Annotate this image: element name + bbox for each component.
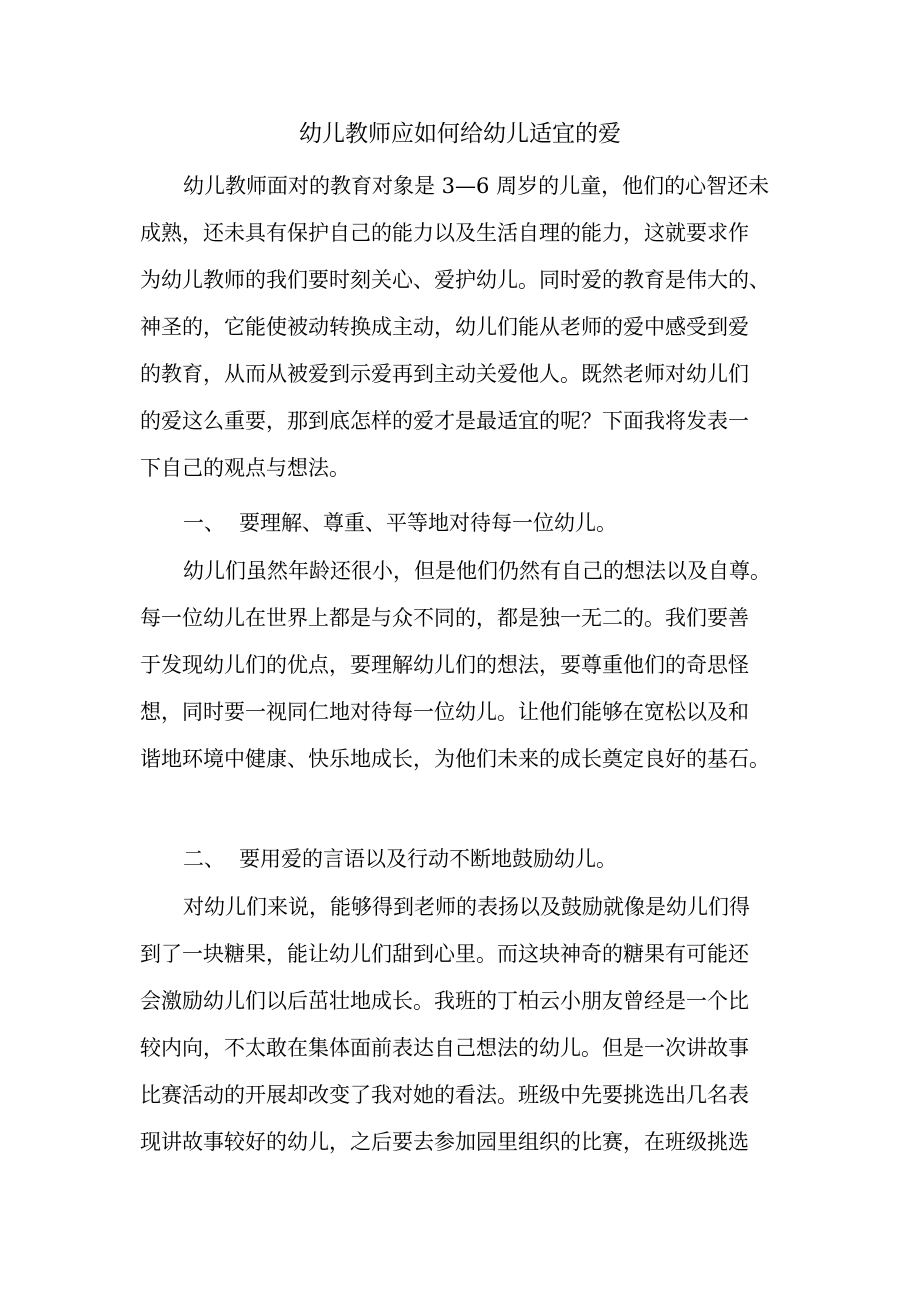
intro-line-7: 下自己的观点与想法。	[140, 456, 350, 480]
section-2-line-2: 到了一块糖果，能让幼儿们甜到心里。而这块神奇的糖果有可能还	[140, 942, 749, 966]
section-1-line-2: 每一位幼儿在世界上都是与众不同的，都是独一无二的。我们要善	[140, 606, 749, 630]
section-2-line-3: 会激励幼儿们以后茁壮地成长。我班的丁柏云小朋友曾经是一个比	[140, 989, 749, 1013]
section-2-line-6: 现讲故事较好的幼儿，之后要去参加园里组织的比赛，在班级挑选	[140, 1130, 749, 1154]
section-2-heading-text: 要用爱的言语以及行动不断地鼓励幼儿。	[239, 847, 617, 871]
section-2-line-1: 对幼儿们来说，能够得到老师的表扬以及鼓励就像是幼儿们得	[183, 895, 750, 919]
intro-line-2: 成熟，还未具有保护自己的能力以及生活自理的能力，这就要求作	[140, 221, 749, 245]
section-1-heading	[183, 507, 617, 539]
intro-line-3: 为幼儿教师的我们要时刻关心、爱护幼儿。同时爱的教育是伟大的、	[140, 268, 770, 292]
section-2-number: 二、	[183, 847, 225, 871]
section-1-number: 一、	[183, 511, 225, 535]
section-1-line-5: 谐地环境中健康、快乐地成长，为他们未来的成长奠定良好的基石。	[140, 747, 770, 771]
section-1-line-1: 幼儿们虽然年龄还很小，但是他们仍然有自己的想法以及自尊。	[183, 559, 771, 583]
section-2-line-5: 比赛活动的开展却改变了我对她的看法。班级中先要挑选出几名表	[140, 1083, 749, 1107]
intro-line-6: 的爱这么重要，那到底怎样的爱才是最适宜的呢？下面我将发表一	[140, 409, 749, 433]
section-2-line-4: 较内向，不太敢在集体面前表达自己想法的幼儿。但是一次讲故事	[140, 1036, 749, 1060]
section-1-line-3: 于发现幼儿们的优点，要理解幼儿们的想法，要尊重他们的奇思怪	[140, 653, 749, 677]
intro-line-5: 的教育，从而从被爱到示爱再到主动关爱他人。既然老师对幼儿们	[140, 362, 749, 386]
intro-line-1: 幼儿教师面对的教育对象是 3—6 周岁的儿童，他们的心智还未	[183, 174, 770, 198]
section-1-line-4: 想，同时要一视同仁地对待每一位幼儿。让他们能够在宽松以及和	[140, 700, 749, 724]
section-2-heading	[183, 843, 617, 875]
intro-line-4: 神圣的，它能使被动转换成主动，幼儿们能从老师的爱中感受到爱	[140, 315, 749, 339]
document-title: 幼儿教师应如何给幼儿适宜的爱	[299, 121, 621, 147]
section-1-heading-text: 要理解、尊重、平等地对待每一位幼儿。	[239, 511, 617, 535]
